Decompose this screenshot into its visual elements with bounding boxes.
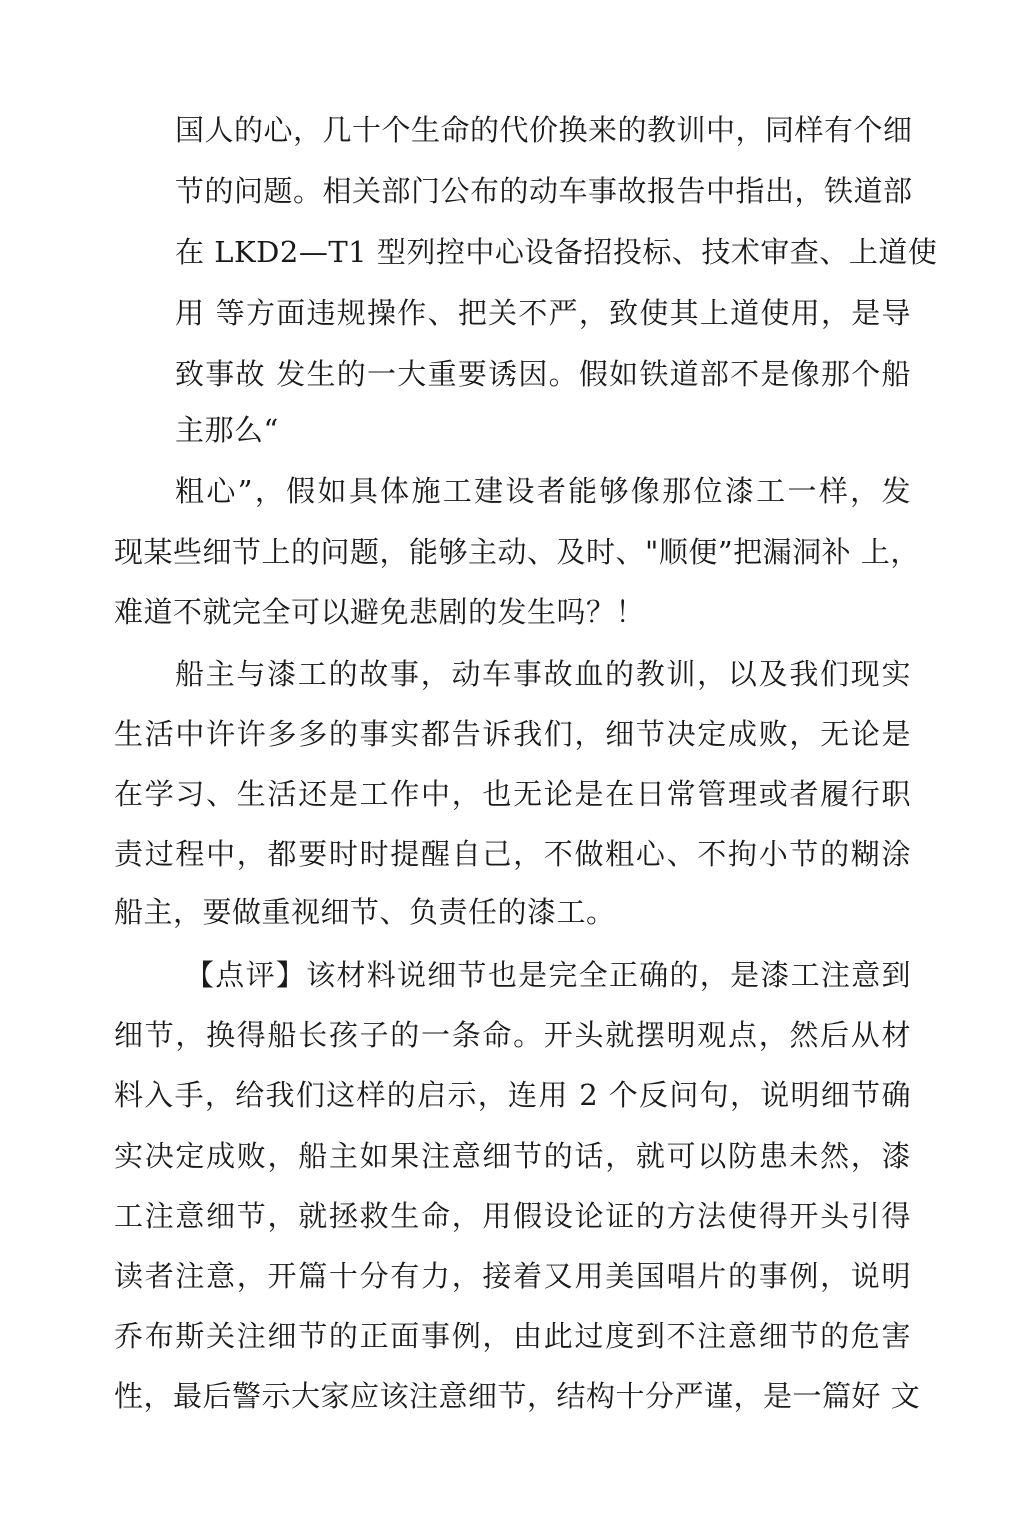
text-line: 节的问题。相关部门公布的动车事故报告中指出，铁道部 bbox=[175, 174, 913, 208]
text-line: 性，最后警示大家应该注意细节，结构十分严谨，是一篇好 文 bbox=[114, 1379, 921, 1413]
text-line: 责过程中，都要时时提醒自己，不做粗心、不拘小节的糊涂 bbox=[114, 837, 911, 871]
text-line: 船主，要做重视细节、负责任的漆工。 bbox=[114, 895, 616, 929]
text-line: 读者注意，开篇十分有力，接着又用美国唱片的事例，说明 bbox=[114, 1259, 911, 1293]
text-line: 乔布斯关注细节的正面事例，由此过度到不注意细节的危害 bbox=[114, 1319, 911, 1353]
text-line: 生活中许许多多的事实都告诉我们，细节决定成败，无论是 bbox=[114, 717, 911, 751]
text-line: 粗心”，假如具体施工建设者能够像那位漆工一样，发 bbox=[175, 474, 911, 508]
text-line: 国人的心，几十个生命的代价换来的教训中，同样有个细 bbox=[175, 113, 913, 147]
text-line: 主那么“ bbox=[175, 413, 279, 447]
text-line: 难道不就完全可以避免悲剧的发生吗？！ bbox=[114, 595, 646, 629]
text-line: 现某些细节上的问题，能够主动、及时、"顺便”把漏洞补 上， bbox=[114, 535, 920, 569]
text-line: 用 等方面违规操作、把关不严，致使其上道使用，是导 bbox=[175, 296, 911, 330]
text-line: 【点评】该材料说细节也是完全正确的，是漆工注意到 bbox=[185, 958, 911, 992]
text-line: 在 LKD2—T1 型列控中心设备招投标、技术审查、上道使 bbox=[175, 235, 938, 269]
text-line: 实决定成败，船主如果注意细节的话，就可以防患未然，漆 bbox=[114, 1139, 911, 1173]
text-line: 在学习、生活还是工作中，也无论是在日常管理或者履行职 bbox=[114, 777, 911, 811]
text-line: 致事故 发生的一大重要诱因。假如铁道部不是像那个船 bbox=[175, 357, 911, 391]
text-line: 细节，换得船长孩子的一条命。开头就摆明观点，然后从材 bbox=[114, 1018, 911, 1052]
text-line: 工注意细节，就拯救生命，用假设论证的方法使得开头引得 bbox=[114, 1199, 911, 1233]
text-line: 船主与漆工的故事，动车事故血的教训，以及我们现实 bbox=[175, 657, 911, 691]
text-line: 料入手，给我们这样的启示，连用 2 个反问句，说明细节确 bbox=[114, 1078, 911, 1112]
